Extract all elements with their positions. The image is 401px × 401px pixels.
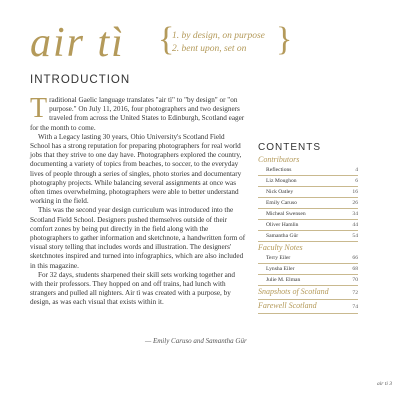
definition-2: 2. bent upon, set on — [172, 44, 247, 54]
toc-entry-page: 68 — [352, 266, 358, 272]
magazine-title: air tì — [30, 20, 125, 66]
paragraph-3: This was the second year design curriculum was introduced into the Scotland Field School. Designers pushed themselves outside of their comfort zones by being put directly in the field along with the photographers to gather information and sketchnote, a handwritten form of visual story telling that includes words and illustration. The designers' sketchnotes inspired and turned into infographics, which are also included in this magazine. — [30, 206, 246, 270]
toc-entry[interactable] — [258, 198, 358, 209]
toc-entry-page: 26 — [352, 200, 358, 206]
toc-entry-label: Oliver Hamlin — [266, 222, 299, 228]
table-of-contents — [258, 142, 358, 314]
signature: — Emily Caruso and Samantha Gür — [145, 337, 247, 345]
toc-entry-page: 34 — [352, 211, 358, 217]
contents-heading: CONTENTS — [258, 142, 321, 153]
toc-entry[interactable] — [258, 253, 358, 264]
faculty-section-title: Faculty Notes — [258, 243, 303, 252]
toc-entry[interactable] — [258, 275, 358, 286]
toc-entry[interactable] — [258, 220, 358, 231]
toc-entry-label: Nick Oatley — [266, 189, 294, 195]
toc-entry-label: Samantha Gür — [266, 233, 299, 239]
page-folio: air tì 3 — [377, 381, 392, 387]
toc-entry-page: 16 — [352, 189, 358, 195]
toc-entry-page: 44 — [352, 222, 358, 228]
toc-entry[interactable] — [258, 165, 358, 176]
toc-entry-label: Farewell Scotland — [258, 301, 317, 310]
paragraph-1 — [30, 93, 246, 133]
drop-cap: T — [30, 93, 48, 124]
toc-entry[interactable] — [258, 176, 358, 187]
paragraph-4: For 32 days, students sharpened their skill sets working together and with their professors. They hopped on and off trains, had lunch with strangers and pulled all nighters. Air tì was created with a purpose, by design, as was each visual that exists within it. — [30, 270, 236, 307]
toc-entry-label: Liz Moughon — [266, 178, 297, 184]
toc-entry-label: Lynsha Eiler — [266, 266, 295, 272]
toc-entry-page: 4 — [355, 167, 358, 173]
toc-entry[interactable] — [258, 187, 358, 198]
definition-1: 1. by design, on purpose — [172, 31, 265, 41]
toc-entry-label: Terry Eiler — [266, 255, 291, 261]
introduction-body — [30, 93, 246, 308]
faculty-list — [258, 253, 358, 286]
toc-entry-page: 54 — [352, 233, 358, 239]
paragraph-1-text: raditional Gaelic language translates "air tì" to "by design" or "on purpose." On July 11, 2016, four photographers and two designers traveled from across the United States to Edinburgh, Scotland eager for the month to come. — [30, 96, 245, 132]
left-brace: { — [158, 21, 175, 58]
introduction-heading: INTRODUCTION — [30, 74, 131, 86]
toc-entry-label: Snapshots of Scotland — [258, 287, 329, 296]
toc-entry-farewell[interactable] — [258, 300, 358, 314]
toc-entry-page: 70 — [352, 277, 358, 283]
toc-entry[interactable] — [258, 264, 358, 275]
toc-entry-label: Julie M. Elman — [266, 277, 301, 283]
toc-entry-label: Micheal Swensen — [266, 211, 306, 217]
toc-entry-snapshots[interactable] — [258, 286, 358, 300]
toc-entry-page: 6 — [355, 178, 358, 184]
toc-entry[interactable] — [258, 209, 358, 220]
toc-entry-page: 72 — [352, 290, 358, 296]
toc-entry-label: Reflections — [266, 167, 292, 173]
paragraph-2: With a Legacy lasting 30 years, Ohio University's Scotland Field School has a strong reputation for preparing photographers for real world jobs that they strive to one day have. Photographers explored the country, documenting a variety of topics from beaches, to soccer, to the everyday lives of people through a series of singles, photo stories and documentary photography projects. While balancing several assignments at once was often times overwhelming, photographers were able to better understand working in the field. — [30, 132, 242, 206]
toc-entry-page: 66 — [352, 255, 358, 261]
toc-entry[interactable] — [258, 231, 358, 242]
toc-entry-label: Emily Caruso — [266, 200, 297, 206]
contributors-list — [258, 165, 358, 242]
definitions — [172, 30, 278, 56]
right-brace: } — [276, 21, 293, 58]
contributors-section-title: Contributors — [258, 155, 300, 164]
toc-entry-page: 74 — [352, 304, 358, 310]
